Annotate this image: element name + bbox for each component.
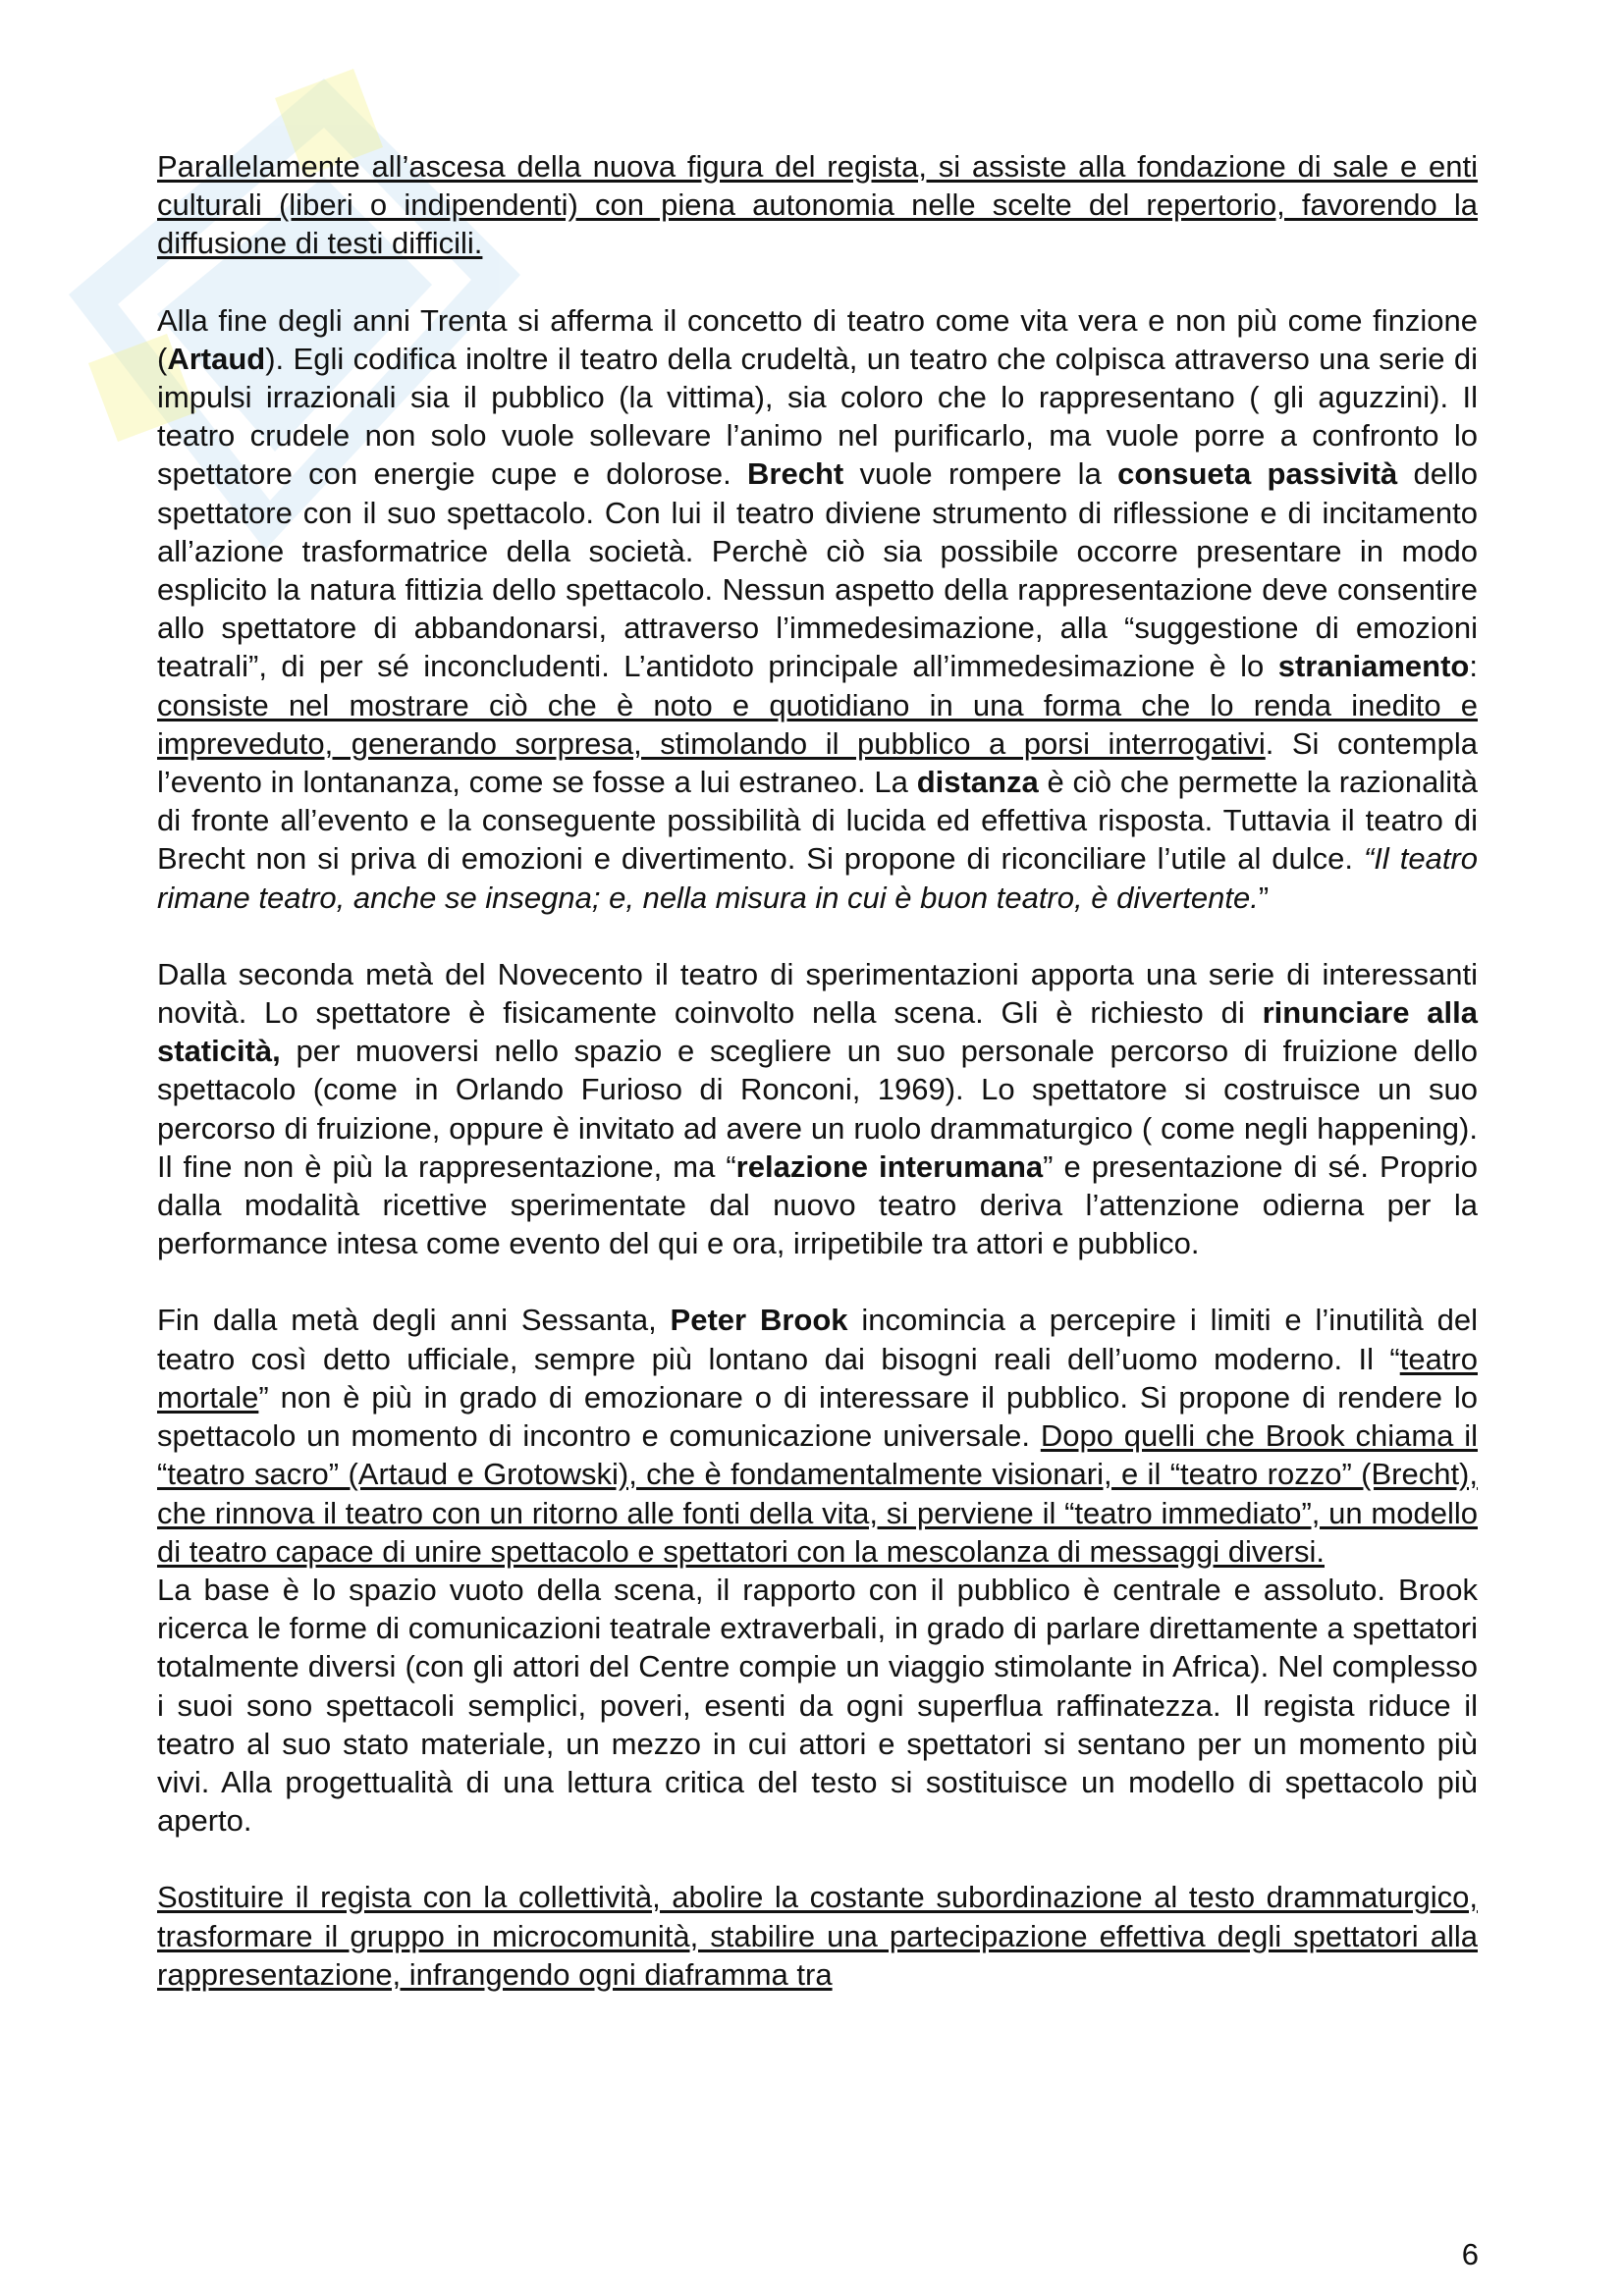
text-run: La base è lo spazio vuoto della scena, il rapporto con il pubblico è centrale e assoluto. Brook ricerca le forme di comunicazioni teatrale extraverbali, in grado di parlare direttamente a spettatori totalmente diversi (con gli attori del Centre compie un viaggio stimolante in Africa). Nel complesso i suoi sono spettacoli semplici, poveri, esenti da ogni superflua raffinatezza. Il regista riduce il teatro al suo stato materiale, un mezzo in cui attori e spettatori si sentano per un momento più vivi. Alla progettualità di una lettura critica del testo si sostituisce un modello di spettacolo più aperto. xyxy=(157,1572,1478,1839)
paragraph-3 xyxy=(157,955,1478,1263)
text-run: . Si contempla l’evento in lontananza, come se fosse a lui estraneo. La xyxy=(157,725,1478,800)
underlined-text: Sostituire il regista con la collettività, abolire la costante subordinazione al testo drammaturgico, trasformare il gruppo in microcomunità, stabilire una partecipazione effettiva degli spettatori alla rappresentazione, infrangendo ogni diaframma tra xyxy=(157,1880,1478,1992)
paragraph-gap xyxy=(157,1840,1478,1878)
page-number: 6 xyxy=(1461,2237,1479,2271)
text-run: ” e presentazione di sé. Proprio dalla modalità ricettive sperimentate dal nuovo teatro deriva l’attenzione odierna per la performance intesa come evento del qui e ora, irripetibile tra attori e pubblico. xyxy=(157,1148,1478,1261)
text-run: ” non è più in grado di emozionare o di interessare il pubblico. Si propone di rendere lo spettacolo un momento di incontro e comunicazione universale. xyxy=(157,1379,1478,1454)
bold-term: rinunciare alla staticità, xyxy=(157,995,1478,1069)
bold-term: relazione interumana xyxy=(735,1148,1044,1184)
text-run: Dalla seconda metà del Novecento il teatro di sperimentazioni apporta una serie di interessanti novità. Lo spettatore è fisicamente coinvolto nella scena. Gli è richiesto di xyxy=(157,956,1478,1031)
bold-term: Artaud xyxy=(167,341,266,376)
bold-term: consueta passività xyxy=(1117,456,1398,492)
underlined-text: consiste nel mostrare ciò che è noto e quotidiano in una forma che lo renda inedito e impreveduto, generando sorpresa, stimolando il pubblico a porsi interrogativi xyxy=(157,687,1478,761)
text-run: Fin dalla metà degli anni Sessanta, xyxy=(157,1303,671,1338)
text-run: ). Egli codifica inoltre il teatro della crudeltà, un teatro che colpisca attraverso una serie di impulsi irrazionali sia il pubblico (la vittima), sia coloro che lo rappresentano ( gli aguzzini). Il teatro crudele non solo vuole sollevare l’animo nel purificarlo, ma vuole porre a confronto lo spettatore con energie cupe e dolorose. xyxy=(157,341,1478,492)
document-body xyxy=(157,147,1478,1994)
paragraph-gap xyxy=(157,263,1478,301)
text-run: incomincia a percepire i limiti e l’inutilità del teatro così detto ufficiale, sempre più lontano dai bisogni reali dell’uomo moderno. Il “ xyxy=(157,1303,1478,1376)
bold-term: distanza xyxy=(916,765,1039,800)
text-run: Alla fine degli anni Trenta si afferma il concetto di teatro come vita vera e non più come finzione ( xyxy=(157,302,1478,376)
paragraph-gap xyxy=(157,1262,1478,1301)
text-run: è ciò che permette la razionalità di fronte all’evento e la conseguente possibilità di lucida ed effettiva risposta. Tuttavia il teatro di Brecht non si priva di emozioni e divertimento. Si propone di riconciliare l’utile al dulce. xyxy=(157,765,1478,877)
bold-term: Peter Brook xyxy=(670,1303,848,1338)
text-run: vuole rompere la xyxy=(843,456,1118,492)
paragraph-gap xyxy=(157,917,1478,955)
underlined-text: Dopo quelli che Brook chiama il “teatro sacro” (Artaud e Grotowski), che è fondamentalmente visionari, e il “teatro rozzo” (Brecht), che rinnova il teatro con un ritorno alle fonti della vita, si perviene il “teatro immediato”, un modello di teatro capace di unire spettacolo e spettatori con la mescolanza di messaggi diversi. xyxy=(157,1418,1478,1569)
paragraph-6 xyxy=(157,1878,1478,1994)
text-run: ” xyxy=(1258,880,1270,915)
bold-term: straniamento xyxy=(1277,649,1470,684)
paragraph-5 xyxy=(157,1571,1478,1840)
underlined-text: Parallelamente all’ascesa della nuova figura del regista, si assiste alla fondazione di sale e enti culturali (liberi o indipendenti) con piena autonomia nelle scelte del repertorio, favorendo la diffusione di testi difficili. xyxy=(157,149,1478,261)
text-run: : xyxy=(1469,649,1478,684)
paragraph-1 xyxy=(157,147,1478,263)
bold-term: Brecht xyxy=(747,456,844,492)
paragraph-4 xyxy=(157,1301,1478,1570)
underlined-text: teatro mortale xyxy=(157,1341,1478,1415)
quote-text: “Il teatro rimane teatro, anche se insegna; e, nella misura in cui è buon teatro, è divertente. xyxy=(157,841,1478,915)
text-run: dello spettatore con il suo spettacolo. Con lui il teatro diviene strumento di riflessione e di incitamento all’azione trasformatrice della società. Perchè ciò sia possibile occorre presentare in modo esplicito la natura fittizia dello spettacolo. Nessun aspetto della rappresentazione deve consentire allo spettatore di abbandonarsi, attraverso l’immedesimazione, alla “suggestione di emozioni teatrali”, di per sé inconcludenti. L’antidoto principale all’immedesimazione è lo xyxy=(157,456,1479,684)
paragraph-2 xyxy=(157,301,1478,917)
text-run: per muoversi nello spazio e scegliere un suo personale percorso di fruizione dello spettacolo (come in Orlando Furioso di Ronconi, 1969). Lo spettatore si costruisce un suo percorso di fruizione, oppure è invitato ad avere un ruolo drammaturgico ( come negli happening). Il fine non è più la rappresentazione, ma “ xyxy=(157,1034,1478,1184)
